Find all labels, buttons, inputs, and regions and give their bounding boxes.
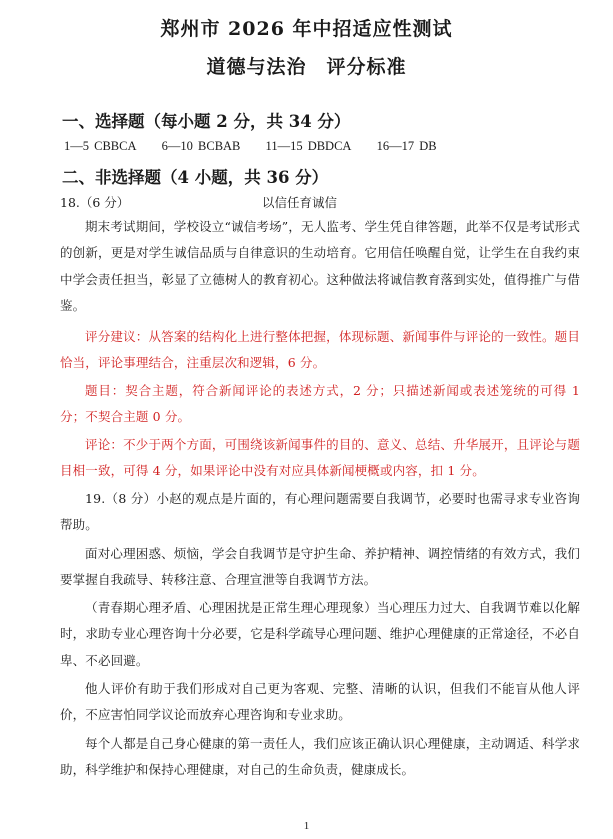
section-heading-non-choice: 二、非选择题（4 小题，共 36 分） [62, 168, 329, 187]
question-19-paragraph-4: 每个人都是自己身心健康的第一责任人，我们应该正确认识心理健康，主动调适、科学求助，科学维护和保持心理健康，对自己的生命负责，健康成长。 [60, 736, 580, 778]
answer-key-line [64, 139, 457, 154]
scoring-title-criteria: 题目：契合主题，符合新闻评论的表述方式，2 分；只描述新闻或表述笼统的可得 1 分；不契合主题 0 分。 [60, 383, 580, 425]
answer-group-2: 6—10 BCBAB [161, 139, 241, 153]
answer-group-3: 11—15 DBDCA [265, 139, 352, 153]
question-18-header [60, 193, 338, 211]
scoring-suggestion: 评分建议：从答案的结构化上进行整体把握，体现标题、新闻事件与评论的一致性。题目恰当，评论事理结合，注重层次和逻辑，6 分。 [60, 329, 580, 371]
scoring-comment-criteria: 评论：不少于两个方面，可围绕该新闻事件的目的、意义、总结、升华展开，且评论与题目相一致，可得 4 分，如果评论中没有对应具体新闻梗概或内容，扣 1 分。 [60, 437, 580, 479]
answer-group-1: 1—5 CBBCA [64, 139, 137, 153]
question-19-intro: 19.（8 分）小赵的观点是片面的，有心理问题需要自我调节，必要时也需寻求专业咨询帮助。 [60, 491, 580, 533]
question-18-label: 18.（6 分） [60, 195, 130, 210]
section-heading-multiple-choice: 一、选择题（每小题 2 分，共 34 分） [62, 112, 351, 131]
question-19-paragraph-2: （青春期心理矛盾、心理困扰是正常生理心理现象）当心理压力过大、自我调节难以化解时，求助专业心理咨询十分必要，它是科学疏导心理问题、维护心理健康的正常途径，不必自卑、不必回避。 [60, 600, 580, 668]
question-19-paragraph-3: 他人评价有助于我们形成对自己更为客观、完整、清晰的认识，但我们不能盲从他人评价，不应害怕同学议论而放弃心理咨询和专业求助。 [60, 681, 580, 723]
document-subtitle: 道德与法治 评分标准 [206, 56, 407, 78]
question-19-paragraph-1: 面对心理困惑、烦恼，学会自我调节是守护生命、养护精神、调控情绪的有效方式，我们要掌握自我疏导、转移注意、合理宣泄等自我调节方法。 [60, 546, 580, 588]
page-number: 1 [303, 820, 310, 832]
document-title: 郑州市 2026 年中招适应性测试 [160, 18, 453, 40]
question-18-answer: 期末考试期间，学校设立“诚信考场”，无人监考、学生凭自律答题，此举不仅是考试形式的创新，更是对学生诚信品质与自律意识的生动培育。它用信任唤醒自觉，让学生在自我约束中学会责任担当，彰显了立德树人的教育初心。这种做法将诚信教育落到实处，值得推广与借鉴。 [60, 219, 580, 313]
answer-group-4: 16—17 DB [376, 139, 437, 153]
question-18-theme: 以信任育诚信 [262, 195, 338, 210]
